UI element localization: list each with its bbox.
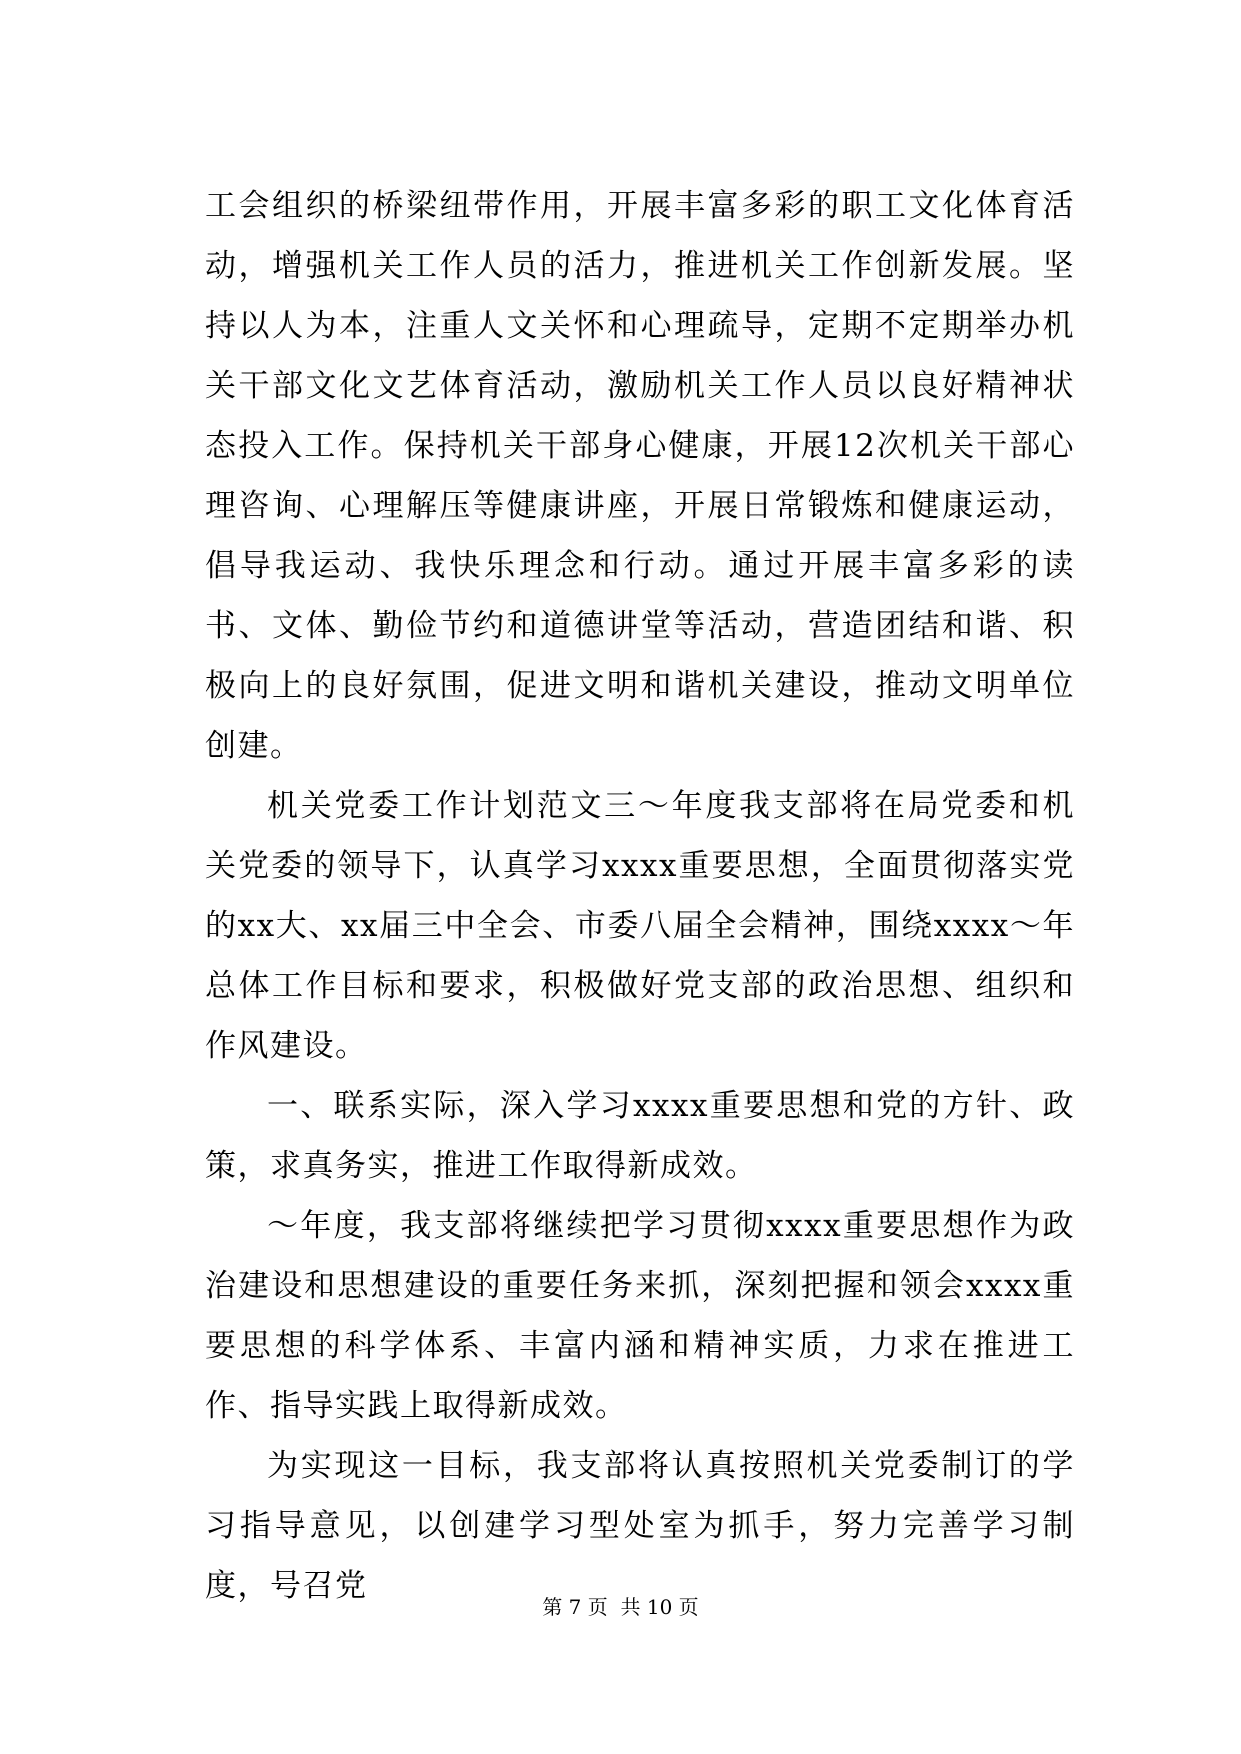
paragraph-5: 为实现这一目标，我支部将认真按照机关党委制订的学习指导意见，以创建学习型处室为抓手，努力完善学习制度，号召党 [205,1448,1075,1604]
body-text [205,176,1075,1616]
paragraph-2: 机关党委工作计划范文三～年度我支部将在局党委和机关党委的领导下，认真学习xxxx重要思想，全面贯彻落实党的xx大、xx届三中全会、市委八届全会精神，围绕xxxx～年总体工作目标和要求，积极做好党支部的政治思想、组织和作风建设。 [205,788,1075,1064]
paragraph-4: ～年度，我支部将继续把学习贯彻xxxx重要思想作为政治建设和思想建设的重要任务来抓，深刻把握和领会xxxx重要思想的科学体系、丰富内涵和精神实质，力求在推进工作、指导实践上取得新成效。 [205,1208,1075,1424]
paragraph-3: 一、联系实际，深入学习xxxx重要思想和党的方针、政策，求真务实，推进工作取得新成效。 [205,1088,1075,1184]
page-number: 第 7 页 共 10 页 [542,1595,699,1619]
paragraph-1: 工会组织的桥梁纽带作用，开展丰富多彩的职工文化体育活动，增强机关工作人员的活力，推进机关工作创新发展。坚持以人为本，注重人文关怀和心理疏导，定期不定期举办机关干部文化文艺体育活动，激励机关工作人员以良好精神状态投入工作。保持机关干部身心健康，开展12次机关干部心理咨询、心理解压等健康讲座，开展日常锻炼和健康运动，倡导我运动、我快乐理念和行动。通过开展丰富多彩的读书、文体、勤俭节约和道德讲堂等活动，营造团结和谐、积极向上的良好氛围，促进文明和谐机关建设，推动文明单位创建。 [205,188,1075,764]
page-footer [0,1592,1241,1622]
